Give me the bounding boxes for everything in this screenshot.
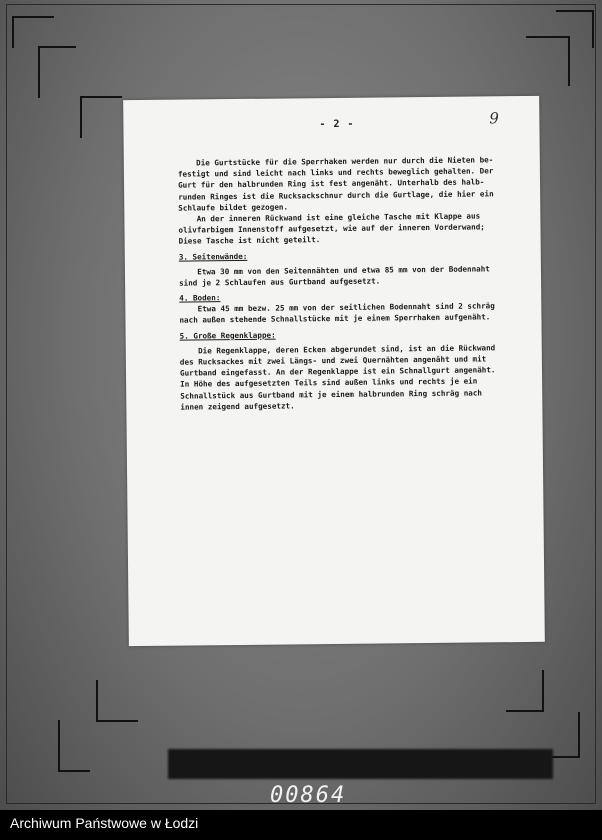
crop-mark-inner-top-left — [80, 96, 122, 138]
text-line: sind je 2 Schlaufen aus Gurtband aufgesetzt. — [179, 276, 381, 288]
crop-mark-top-left — [38, 46, 76, 98]
text-line: Schlaufe bildet gezogen. — [178, 202, 289, 213]
text-line: Etwa 30 mm von den Seitennähten und etwa 85 mm von der Bodennaht — [178, 264, 490, 277]
document-page — [123, 96, 545, 646]
text-line: In Höhe des aufgesetzten Teils sind außen links und rechts je ein — [180, 376, 478, 389]
text-line: olivfarbigem Innenstoff aufgesetzt, wie auf der inneren Vorderwand; — [178, 222, 485, 235]
section-heading: 3. Seitenwände: — [178, 251, 248, 262]
text-line: Die Gurtstücke für die Sperrhaken werden nur durch die Nieten be- — [177, 155, 494, 168]
crop-mark-bottom-right — [506, 670, 544, 712]
crop-mark-outer-bottom-left — [58, 720, 90, 772]
crop-mark-bottom-left — [96, 680, 138, 722]
crop-mark-top-edge-right — [556, 10, 594, 48]
text-line: runden Ringes ist die Rucksackschnur durch die Gurtlage, die hier ein — [178, 188, 494, 202]
text-line: des Rucksackes mit zwei Längs- und zwei Quernähten angenäht und mit — [179, 354, 487, 367]
text-line: Diese Tasche ist nicht geteilt. — [178, 235, 321, 246]
film-shadow-strip — [168, 749, 553, 779]
text-line: nach außen stehende Schnallstücke mit je einem Sperrhaken aufgenäht. — [179, 312, 491, 326]
typed-text-body — [178, 154, 537, 413]
section-heading: 4. Boden: — [179, 293, 221, 303]
section-heading: 5. Große Regenklappe: — [179, 330, 276, 341]
text-line: innen zeigend aufgesetzt. — [180, 401, 295, 412]
handwritten-folio-number: 9 — [489, 109, 500, 128]
text-line: festigt und sind leicht nach links und rechts beweglich gehalten. Der — [177, 166, 494, 179]
crop-mark-top-edge — [12, 16, 54, 48]
text-line: An der inneren Rückwand ist eine gleiche Tasche mit Klappe aus — [178, 211, 481, 224]
text-line: Gurt für den halbrunden Ring ist fest angenäht. Unterhalb des halb- — [178, 177, 485, 190]
text-line: Schnallstück aus Gurtband mit je einem halbrunden Ring schräg nach — [180, 388, 483, 401]
page-number: - 2 - — [319, 118, 355, 131]
crop-mark-outer-bottom-right — [550, 712, 580, 758]
archive-label: Archiwum Państwowe w Łodzi — [10, 815, 199, 831]
film-frame-number: 00864 — [270, 783, 347, 808]
text-line: Etwa 45 mm bezw. 25 mm von der seitlichen Bodennaht sind 2 schräg — [179, 301, 495, 314]
text-line: Die Regenklappe, deren Ecken abgerundet sind, ist an die Rückwand — [179, 343, 496, 356]
text-line: Gurtband eingefasst. An der Regenklappe ist ein Schnallgurt angenäht. — [179, 365, 496, 378]
